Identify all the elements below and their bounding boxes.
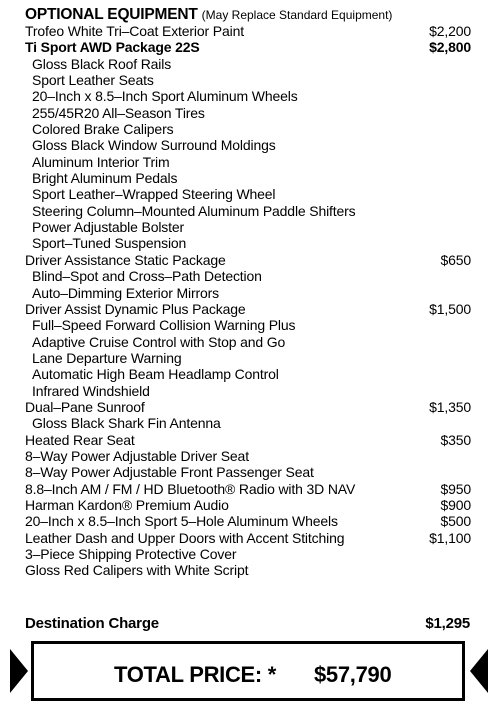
destination-charge-row [25,615,470,632]
package-feature-row [25,366,471,382]
package-feature-row [25,56,471,72]
equipment-row [25,562,471,578]
equipment-label: Dual–Pane Sunroof [25,398,145,415]
arrow-right-triangle-icon [10,641,28,701]
equipment-label: Sport–Tuned Suspension [32,235,187,252]
equipment-label: Auto–Dimming Exterior Mirrors [32,284,220,301]
package-feature-row [25,105,471,121]
package-feature-row [25,235,471,251]
equipment-label: Power Adjustable Bolster [32,219,185,236]
equipment-price: $2,200 [429,23,471,39]
equipment-label: Full–Speed Forward Collision Warning Plus [32,317,296,334]
equipment-label: 8–Way Power Adjustable Front Passenger Seat [25,464,314,481]
equipment-label: 3–Piece Shipping Protective Cover [25,546,237,562]
equipment-label: Blind–Spot and Cross–Path Detection [32,268,262,285]
equipment-label: Heated Rear Seat [25,431,135,448]
package-feature-row [25,415,471,431]
package-feature-row [25,350,471,366]
equipment-price: $350 [440,431,471,448]
destination-label: Destination Charge [25,615,159,632]
package-feature-row [25,203,471,219]
equipment-row [25,497,471,513]
equipment-price: $650 [440,251,471,268]
arrow-left-triangle-icon [470,641,488,701]
package-feature-row [25,170,471,186]
equipment-row [25,301,471,317]
equipment-label: Harman Kardon® Premium Audio [25,496,229,513]
equipment-label: Aluminum Interior Trim [32,153,170,170]
equipment-row [25,252,471,268]
equipment-price: $2,800 [429,39,471,56]
equipment-label: Steering Column–Mounted Aluminum Paddle Shifters [32,202,356,219]
equipment-label: Gloss Red Calipers with White Script [25,562,249,579]
equipment-label: Driver Assistance Static Package [25,251,226,268]
equipment-label: Infrared Windshield [32,382,150,399]
equipment-label: Bright Aluminum Pedals [32,170,178,187]
package-feature-row [25,121,471,137]
equipment-label: Colored Brake Calipers [32,121,174,138]
equipment-list [25,23,471,579]
equipment-price: $1,100 [429,529,471,546]
equipment-row [25,399,471,415]
section-title: OPTIONAL EQUIPMENT [25,6,198,23]
equipment-label: Driver Assist Dynamic Plus Package [25,300,246,317]
package-feature-row [25,383,471,399]
equipment-label: Sport Leather Seats [32,72,154,89]
equipment-label: Leather Dash and Upper Doors with Accent Stitching [25,529,345,546]
equipment-label: Gloss Black Shark Fin Antenna [32,415,221,432]
section-subtitle: (May Replace Standard Equipment) [201,8,393,22]
equipment-label: Gloss Black Roof Rails [32,55,172,72]
package-feature-row [25,268,471,284]
equipment-row [25,464,471,480]
equipment-label: Automatic High Beam Headlamp Control [32,366,279,383]
equipment-label: Gloss Black Window Surround Moldings [32,137,276,154]
package-feature-row [25,285,471,301]
package-feature-row [25,186,471,202]
destination-price: $1,295 [425,615,470,632]
package-feature-row [25,317,471,333]
equipment-row [25,546,471,562]
equipment-label: 20–Inch x 8.5–Inch Sport Aluminum Wheels [32,88,298,105]
equipment-label: Ti Sport AWD Package 22S [25,39,200,56]
total-price-label: TOTAL PRICE: * [114,662,277,687]
equipment-row [25,448,471,464]
equipment-row [25,432,471,448]
equipment-price: $500 [440,513,471,530]
equipment-label: 255/45R20 All–Season Tires [32,104,205,121]
equipment-row [25,39,471,55]
equipment-price: $1,350 [429,398,471,415]
equipment-row [25,530,471,546]
equipment-label: Adaptive Cruise Control with Stop and Go [32,333,286,350]
equipment-price: $1,500 [429,300,471,317]
equipment-label: 20–Inch x 8.5–Inch Sport 5–Hole Aluminum Wheels [25,513,338,530]
equipment-label: 8.8–Inch AM / FM / HD Bluetooth® Radio with 3D NAV [25,480,356,497]
equipment-price: $900 [440,496,471,513]
package-feature-row [25,88,471,104]
equipment-price: $950 [440,480,471,497]
package-feature-row [25,72,471,88]
equipment-row [25,481,471,497]
package-feature-row [25,334,471,350]
equipment-label: Trofeo White Tri–Coat Exterior Paint [25,23,244,39]
total-price-box [31,641,465,701]
package-feature-row [25,137,471,153]
equipment-label: 8–Way Power Adjustable Driver Seat [25,447,249,464]
package-feature-row [25,154,471,170]
section-heading [25,6,485,24]
equipment-label: Lane Departure Warning [32,349,182,366]
equipment-label: Sport Leather–Wrapped Steering Wheel [32,186,276,203]
package-feature-row [25,219,471,235]
equipment-row [25,513,471,529]
equipment-row [25,23,471,39]
total-price-value: $57,790 [314,662,392,687]
